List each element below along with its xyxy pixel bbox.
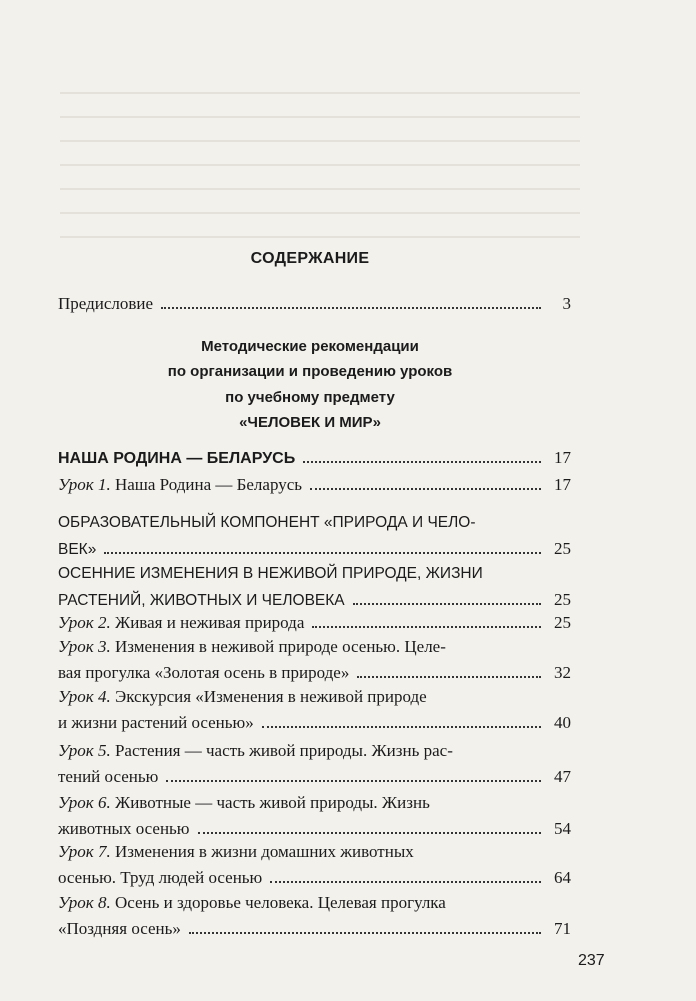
toc-entry-label: НАША РОДИНА — БЕЛАРУСЬ xyxy=(58,450,296,467)
lesson-number: Урок 7. xyxy=(58,842,111,861)
toc-page-number: 47 xyxy=(554,767,571,786)
toc-entry-section-autumn[interactable] xyxy=(58,561,571,614)
toc-entry-label: «Поздняя осень» xyxy=(58,919,181,938)
lesson-number: Урок 6. xyxy=(58,793,111,812)
lesson-number: Урок 8. xyxy=(58,893,111,912)
subtitle-line: «ЧЕЛОВЕК И МИР» xyxy=(239,414,381,431)
toc-entry-lesson-7[interactable] xyxy=(58,839,571,891)
toc-entry-lesson-8[interactable] xyxy=(58,890,571,942)
toc-entry-label: Экскурсия «Изменения в неживой природе xyxy=(114,687,427,706)
toc-entry-label: Изменения в неживой природе осенью. Целе- xyxy=(114,637,446,656)
lesson-number: Урок 3. xyxy=(58,637,111,656)
toc-entry-label: животных осенью xyxy=(58,819,190,838)
toc-entry-label: ВЕК» xyxy=(58,541,97,558)
toc-entry-label: вая прогулка «Золотая осень в природе» xyxy=(58,663,350,682)
toc-entry-label: Наша Родина — Беларусь xyxy=(114,475,303,494)
toc-entry-label: Изменения в жизни домашних животных xyxy=(114,842,414,861)
subtitle-line: Методические рекомендации xyxy=(201,338,419,355)
toc-page-number: 17 xyxy=(554,475,571,494)
toc-entry-label: ОБРАЗОВАТЕЛЬНЫЙ КОМПОНЕНТ «ПРИРОДА И ЧЕЛО- xyxy=(58,514,476,531)
toc-page-number: 64 xyxy=(554,868,571,887)
toc-entry-lesson-5[interactable] xyxy=(58,738,571,790)
toc-entry-lesson-3[interactable] xyxy=(58,634,571,686)
toc-entry-label: и жизни растений осенью» xyxy=(58,713,254,732)
toc-entry-lesson-4[interactable] xyxy=(58,684,571,736)
lesson-number: Урок 2. xyxy=(58,613,111,632)
toc-page-number: 17 xyxy=(554,448,571,467)
toc-entry-label: осенью. Труд людей осенью xyxy=(58,868,263,887)
toc-entry-lesson-1[interactable] xyxy=(58,472,571,498)
toc-page-number: 32 xyxy=(554,663,571,682)
subtitle-line: по учебному предмету xyxy=(225,389,395,406)
toc-entry-label: ОСЕННИЕ ИЗМЕНЕНИЯ В НЕЖИВОЙ ПРИРОДЕ, ЖИЗНИ xyxy=(58,565,483,582)
toc-entry-label: Растения — часть живой природы. Жизнь рас- xyxy=(114,741,453,760)
toc-page-number: 40 xyxy=(554,713,571,732)
lesson-number: Урок 5. xyxy=(58,741,111,760)
lesson-number: Урок 1. xyxy=(58,475,111,494)
toc-page-number: 25 xyxy=(554,613,571,632)
page-title: СОДЕРЖАНИЕ xyxy=(250,250,370,267)
toc-entry-label: Живая и неживая природа xyxy=(114,613,305,632)
toc-page-number: 25 xyxy=(554,590,571,609)
toc-page-number: 25 xyxy=(554,539,571,558)
show-through xyxy=(60,70,580,250)
toc-page-number: 71 xyxy=(554,919,571,938)
toc-entry-lesson-2[interactable] xyxy=(58,610,571,636)
toc-entry-label: Животные — часть живой природы. Жизнь xyxy=(114,793,430,812)
toc-entry-label: РАСТЕНИЙ, ЖИВОТНЫХ И ЧЕЛОВЕКА xyxy=(58,592,345,609)
toc-entry-label: Осень и здоровье человека. Целевая прогулка xyxy=(114,893,446,912)
toc-entry-section-homeland[interactable] xyxy=(58,445,571,472)
toc-page-number: 54 xyxy=(554,819,571,838)
toc-page-number: 3 xyxy=(562,294,571,313)
toc-entry-section-component[interactable] xyxy=(58,510,571,563)
lesson-number: Урок 4. xyxy=(58,687,111,706)
toc-entry-lesson-6[interactable] xyxy=(58,790,571,842)
toc-entry-label: Предисловие xyxy=(58,294,154,313)
subtitle-line: по организации и проведению уроков xyxy=(167,363,453,380)
toc-entry-preface[interactable] xyxy=(58,291,571,317)
page-number: 237 xyxy=(578,952,605,969)
toc-entry-label: тений осенью xyxy=(58,767,159,786)
